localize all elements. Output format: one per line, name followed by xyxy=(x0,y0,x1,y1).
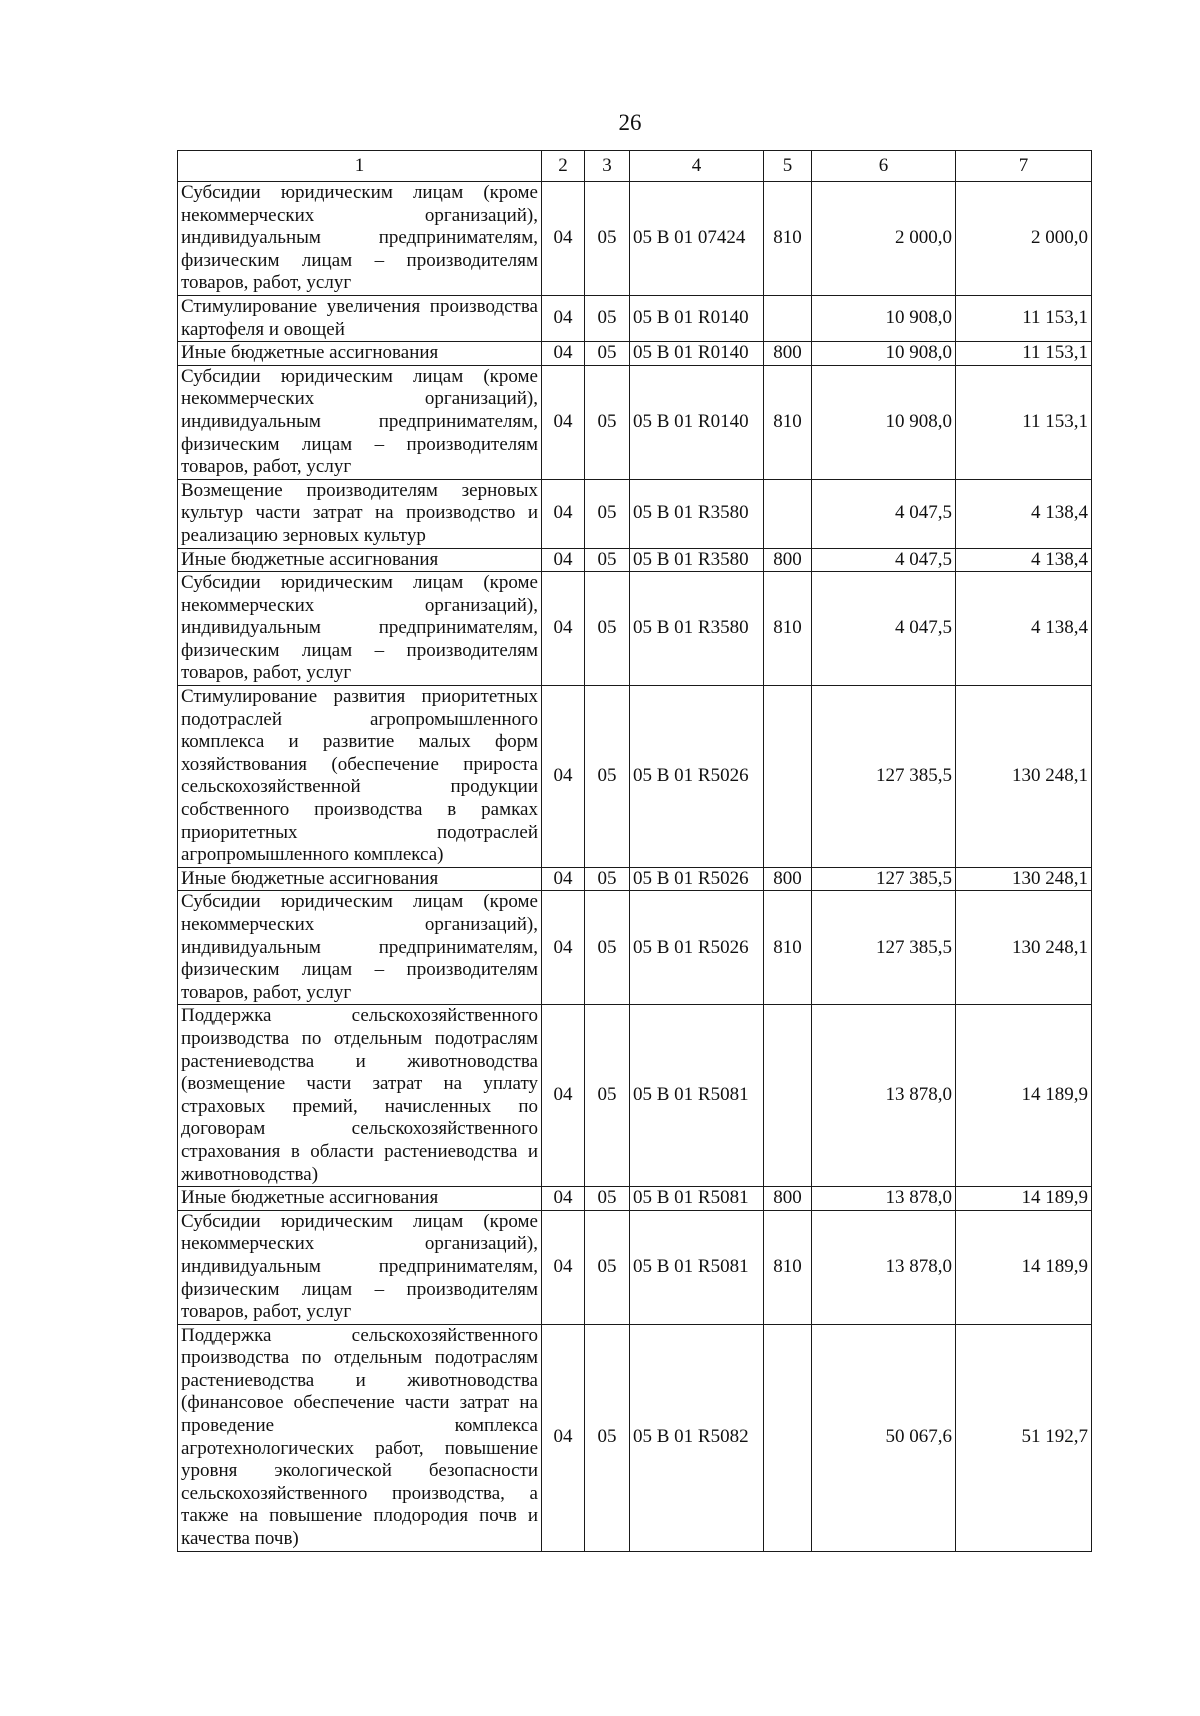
row-subsection: 05 xyxy=(585,479,630,548)
row-target-article: 05 В 01 R3580 xyxy=(630,548,764,572)
row-amount-year-1: 4 047,5 xyxy=(812,479,956,548)
row-section: 04 xyxy=(542,686,585,868)
table-row xyxy=(178,365,1092,479)
row-subsection: 05 xyxy=(585,295,630,341)
row-amount-year-1: 2 000,0 xyxy=(812,182,956,296)
row-expense-type xyxy=(764,479,812,548)
row-subsection: 05 xyxy=(585,1210,630,1324)
row-name: Поддержка сельскохозяйственного производства по отдельным подотраслям растениеводства и животноводства (финансовое обеспечение части затрат на проведение комплекса агротехнологических работ, повышение уровня экологической безопасности сельскохозяйственного производства, а также на повышение плодородия почв и качества почв) xyxy=(178,1324,542,1551)
row-name: Субсидии юридическим лицам (кроме некоммерческих организаций), индивидуальным предпринимателям, физическим лицам – производителям товаров, работ, услуг xyxy=(178,572,542,686)
table-row xyxy=(178,295,1092,341)
row-name: Стимулирование развития приоритетных подотраслей агропромышленного комплекса и развитие малых форм хозяйствования (обеспечение прироста сельскохозяйственной продукции собственного производства в рамках приоритетных подотраслей агропромышленного комплекса) xyxy=(178,686,542,868)
row-subsection: 05 xyxy=(585,182,630,296)
row-expense-type: 800 xyxy=(764,342,812,366)
row-name: Возмещение производителям зерновых культур части затрат на производство и реализацию зерновых культур xyxy=(178,479,542,548)
row-expense-type: 800 xyxy=(764,867,812,891)
row-amount-year-2: 130 248,1 xyxy=(956,891,1092,1005)
row-subsection: 05 xyxy=(585,1005,630,1187)
row-target-article: 05 В 01 07424 xyxy=(630,182,764,296)
header-col-1: 1 xyxy=(178,151,542,182)
row-amount-year-1: 127 385,5 xyxy=(812,867,956,891)
row-section: 04 xyxy=(542,1005,585,1187)
row-name: Субсидии юридическим лицам (кроме некоммерческих организаций), индивидуальным предпринимателям, физическим лицам – производителям товаров, работ, услуг xyxy=(178,1210,542,1324)
row-target-article: 05 В 01 R0140 xyxy=(630,295,764,341)
table-row xyxy=(178,342,1092,366)
row-amount-year-1: 10 908,0 xyxy=(812,295,956,341)
row-section: 04 xyxy=(542,342,585,366)
row-section: 04 xyxy=(542,1324,585,1551)
header-col-4: 4 xyxy=(630,151,764,182)
table-row xyxy=(178,182,1092,296)
header-col-2: 2 xyxy=(542,151,585,182)
row-amount-year-2: 11 153,1 xyxy=(956,365,1092,479)
row-amount-year-1: 13 878,0 xyxy=(812,1005,956,1187)
row-amount-year-1: 4 047,5 xyxy=(812,548,956,572)
page-number: 26 xyxy=(618,110,642,135)
row-target-article: 05 В 01 R0140 xyxy=(630,342,764,366)
row-name: Иные бюджетные ассигнования xyxy=(178,1187,542,1211)
row-section: 04 xyxy=(542,867,585,891)
row-target-article: 05 В 01 R5081 xyxy=(630,1005,764,1187)
row-amount-year-2: 14 189,9 xyxy=(956,1187,1092,1211)
row-expense-type: 800 xyxy=(764,548,812,572)
header-row xyxy=(178,151,1092,182)
table-row xyxy=(178,548,1092,572)
row-expense-type xyxy=(764,1324,812,1551)
row-subsection: 05 xyxy=(585,867,630,891)
row-expense-type: 810 xyxy=(764,572,812,686)
row-name: Субсидии юридическим лицам (кроме некоммерческих организаций), индивидуальным предпринимателям, физическим лицам – производителям товаров, работ, услуг xyxy=(178,182,542,296)
table-row xyxy=(178,1210,1092,1324)
row-amount-year-2: 2 000,0 xyxy=(956,182,1092,296)
header-col-7: 7 xyxy=(956,151,1092,182)
row-target-article: 05 В 01 R0140 xyxy=(630,365,764,479)
row-section: 04 xyxy=(542,182,585,296)
row-amount-year-1: 10 908,0 xyxy=(812,365,956,479)
row-subsection: 05 xyxy=(585,891,630,1005)
row-target-article: 05 В 01 R3580 xyxy=(630,572,764,686)
row-subsection: 05 xyxy=(585,365,630,479)
row-name: Субсидии юридическим лицам (кроме некоммерческих организаций), индивидуальным предпринимателям, физическим лицам – производителям товаров, работ, услуг xyxy=(178,891,542,1005)
row-target-article: 05 В 01 R5081 xyxy=(630,1187,764,1211)
row-target-article: 05 В 01 R5026 xyxy=(630,891,764,1005)
row-subsection: 05 xyxy=(585,686,630,868)
budget-table xyxy=(177,150,1092,1552)
row-amount-year-2: 11 153,1 xyxy=(956,295,1092,341)
row-name: Иные бюджетные ассигнования xyxy=(178,342,542,366)
row-amount-year-1: 127 385,5 xyxy=(812,891,956,1005)
header-col-3: 3 xyxy=(585,151,630,182)
row-subsection: 05 xyxy=(585,1324,630,1551)
row-subsection: 05 xyxy=(585,548,630,572)
row-section: 04 xyxy=(542,479,585,548)
row-amount-year-2: 130 248,1 xyxy=(956,686,1092,868)
row-expense-type: 810 xyxy=(764,182,812,296)
table-row xyxy=(178,479,1092,548)
row-section: 04 xyxy=(542,1210,585,1324)
table-row xyxy=(178,686,1092,868)
row-amount-year-1: 13 878,0 xyxy=(812,1210,956,1324)
header-col-5: 5 xyxy=(764,151,812,182)
row-section: 04 xyxy=(542,1187,585,1211)
row-target-article: 05 В 01 R5026 xyxy=(630,686,764,868)
row-expense-type xyxy=(764,1005,812,1187)
row-subsection: 05 xyxy=(585,572,630,686)
header-col-6: 6 xyxy=(812,151,956,182)
table-row xyxy=(178,1005,1092,1187)
row-amount-year-2: 130 248,1 xyxy=(956,867,1092,891)
row-amount-year-2: 11 153,1 xyxy=(956,342,1092,366)
row-expense-type: 800 xyxy=(764,1187,812,1211)
row-amount-year-2: 51 192,7 xyxy=(956,1324,1092,1551)
row-amount-year-1: 4 047,5 xyxy=(812,572,956,686)
row-amount-year-2: 4 138,4 xyxy=(956,572,1092,686)
row-target-article: 05 В 01 R5082 xyxy=(630,1324,764,1551)
row-section: 04 xyxy=(542,891,585,1005)
row-name: Иные бюджетные ассигнования xyxy=(178,867,542,891)
table-row xyxy=(178,1324,1092,1551)
row-section: 04 xyxy=(542,295,585,341)
row-amount-year-1: 127 385,5 xyxy=(812,686,956,868)
table-row xyxy=(178,891,1092,1005)
row-amount-year-2: 14 189,9 xyxy=(956,1210,1092,1324)
table-row xyxy=(178,867,1092,891)
row-name: Стимулирование увеличения производства картофеля и овощей xyxy=(178,295,542,341)
row-name: Поддержка сельскохозяйственного производства по отдельным подотраслям растениеводства и животноводства (возмещение части затрат на уплату страховых премий, начисленных по договорам сельскохозяйственного страхования в области растениеводства и животноводства) xyxy=(178,1005,542,1187)
table-row xyxy=(178,1187,1092,1211)
row-name: Иные бюджетные ассигнования xyxy=(178,548,542,572)
row-name: Субсидии юридическим лицам (кроме некоммерческих организаций), индивидуальным предпринимателям, физическим лицам – производителям товаров, работ, услуг xyxy=(178,365,542,479)
row-target-article: 05 В 01 R3580 xyxy=(630,479,764,548)
row-amount-year-1: 13 878,0 xyxy=(812,1187,956,1211)
row-section: 04 xyxy=(542,572,585,686)
row-target-article: 05 В 01 R5081 xyxy=(630,1210,764,1324)
row-target-article: 05 В 01 R5026 xyxy=(630,867,764,891)
row-amount-year-1: 50 067,6 xyxy=(812,1324,956,1551)
row-expense-type: 810 xyxy=(764,1210,812,1324)
row-subsection: 05 xyxy=(585,1187,630,1211)
row-amount-year-2: 4 138,4 xyxy=(956,548,1092,572)
row-expense-type: 810 xyxy=(764,891,812,1005)
row-expense-type: 810 xyxy=(764,365,812,479)
row-expense-type xyxy=(764,295,812,341)
row-amount-year-2: 14 189,9 xyxy=(956,1005,1092,1187)
row-expense-type xyxy=(764,686,812,868)
row-section: 04 xyxy=(542,365,585,479)
row-amount-year-2: 4 138,4 xyxy=(956,479,1092,548)
row-subsection: 05 xyxy=(585,342,630,366)
row-amount-year-1: 10 908,0 xyxy=(812,342,956,366)
table-row xyxy=(178,572,1092,686)
row-section: 04 xyxy=(542,548,585,572)
